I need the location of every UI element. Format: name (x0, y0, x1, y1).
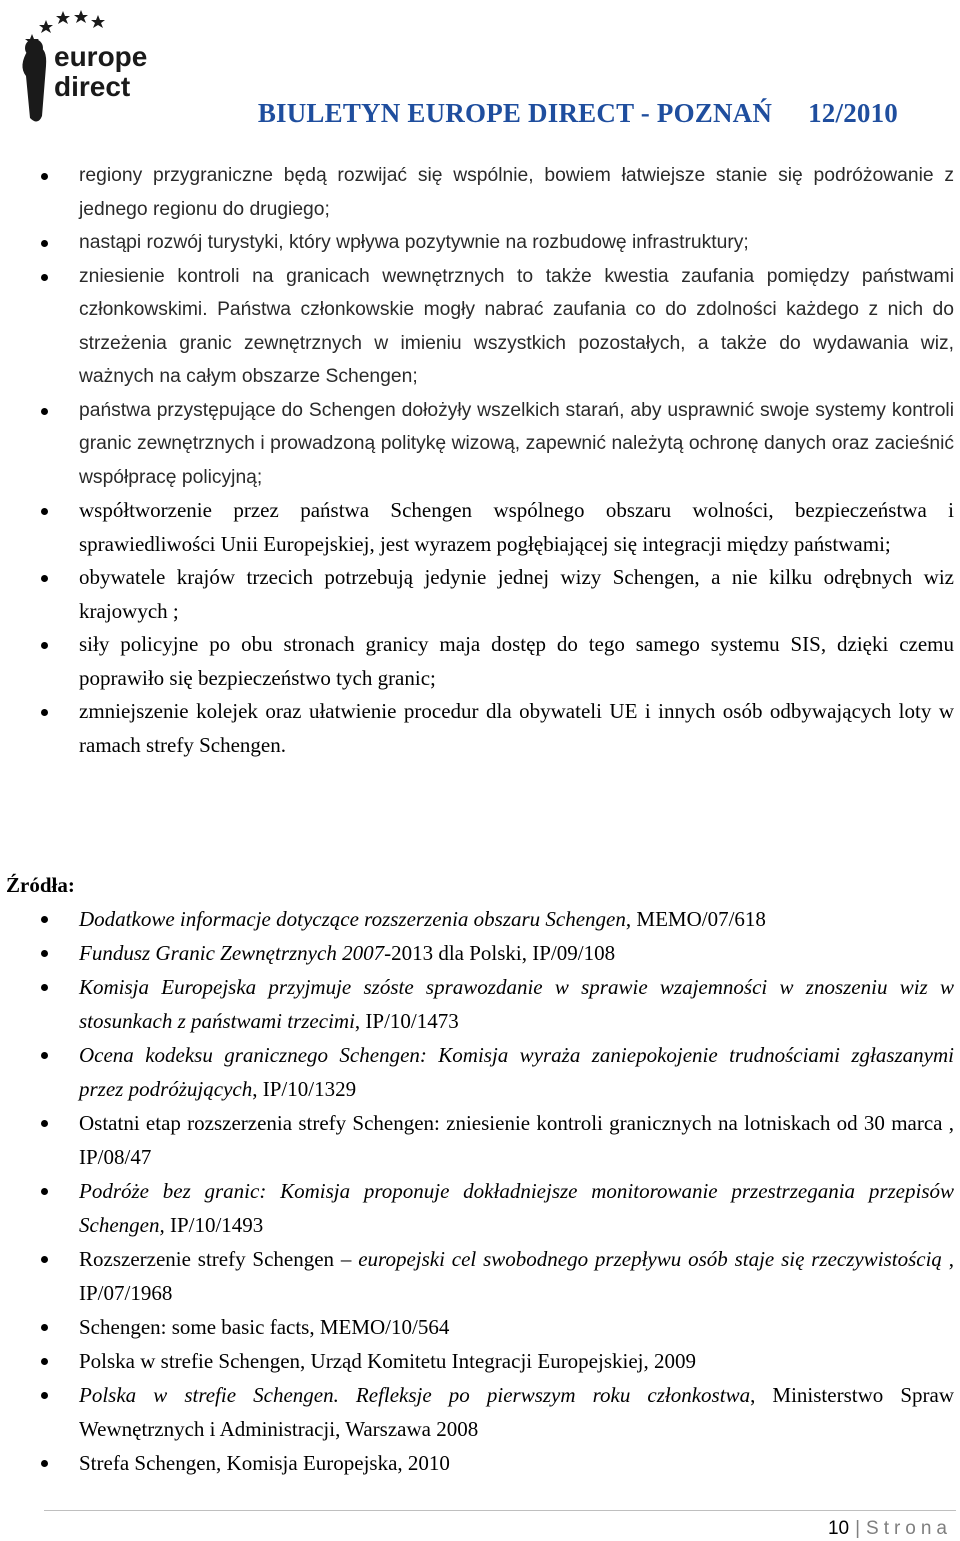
list-item: państwa przystępujące do Schengen dołożyły wszelkich starań, aby usprawnić swoje systemy kontroli granic zewnętrznych i prowadzoną politykę wizową, zapewnić należytą ochronę danych oraz zacieśnić współpracę policyjną; (0, 394, 960, 495)
source-item (0, 1378, 960, 1446)
source-ref: , IP/07/1968 (79, 1247, 954, 1305)
list-item: obywatele krajów trzecich potrzebują jedynie jednej wizy Schengen, a nie kilku odrębnych wiz krajowych ; (0, 561, 960, 628)
page-label: Strona (866, 1518, 952, 1539)
list-item: siły policyjne po obu stronach granicy maja dostęp do tego samego systemu SIS, dzięki czemu poprawiło się bezpieczeństwo tych granic; (0, 628, 960, 695)
page-footer (828, 1518, 952, 1540)
list-item: nastąpi rozwój turystyki, który wpływa pozytywnie na rozbudowę infrastruktury; (0, 226, 960, 260)
source-item (0, 970, 960, 1038)
source-ref: , IP/10/1473 (354, 1009, 459, 1033)
list-item: zniesienie kontroli na granicach wewnętrznych to także kwestia zaufania pomiędzy państwami członkowskimi. Państwa członkowskie mogły nabrać zaufania co do zdolności każdego z nich do strzeżenia granic zewnętrznych w imieniu wszystkich pozostałych, a także do wydawania wiz, ważnych na całym obszarze Schengen; (0, 260, 960, 394)
logo-text-europe: europe (54, 41, 148, 72)
source-lead: Rozszerzenie strefy Schengen – (79, 1247, 359, 1271)
source-ref: , IP/10/1329 (252, 1077, 357, 1101)
source-ref: , Ministerstwo Spraw Wewnętrznych i Administracji, Warszawa 2008 (79, 1383, 954, 1441)
sources-heading: Źródła: (6, 873, 75, 897)
logo-text-direct: direct (54, 71, 131, 102)
source-item (0, 1242, 960, 1310)
bulletin-header (258, 98, 898, 129)
page-number: 10 (827, 1518, 850, 1539)
source-ref: IP/10/1493 (164, 1213, 264, 1237)
sources-list (0, 902, 960, 1480)
source-ref: , MEMO/07/618 (625, 907, 766, 931)
source-item: Ostatni etap rozszerzenia strefy Schengen: zniesienie kontroli granicznych na lotniskach od 30 marca , IP/08/47 (0, 1106, 960, 1174)
source-title: Podróże bez granic: Komisja proponuje dokładniejsze monitorowanie przestrzegania przepisów Schengen, (79, 1179, 954, 1237)
source-item: Polska w strefie Schengen, Urząd Komitetu Integracji Europejskiej, 2009 (0, 1344, 960, 1378)
list-item: zmniejszenie kolejek oraz ułatwienie procedur dla obywateli UE i innych osób odbywających loty w ramach strefy Schengen. (0, 695, 960, 762)
source-item (0, 902, 960, 936)
footer-divider (44, 1510, 956, 1511)
source-item: Schengen: some basic facts, MEMO/10/564 (0, 1310, 960, 1344)
footer-separator: | (855, 1518, 861, 1539)
list-item: współtworzenie przez państwa Schengen wspólnego obszaru wolności, bezpieczeństwa i sprawiedliwości Unii Europejskiej, jest wyrazem pogłębiającej się integracji między państwami; (0, 494, 960, 561)
europe-direct-logo (8, 6, 148, 128)
list-item: regiony przygraniczne będą rozwijać się wspólnie, bowiem łatwiejsze stanie się podróżowanie z jednego regionu do drugiego; (0, 159, 960, 226)
source-item (0, 1038, 960, 1106)
source-title: Polska w strefie Schengen. Refleksje po pierwszym roku członkostwa (79, 1383, 751, 1407)
source-item (0, 936, 960, 970)
figure-icon (22, 47, 46, 121)
source-title: Fundusz Granic Zewnętrznych 2007- (79, 941, 392, 965)
bulletin-date: 12/2010 (808, 98, 898, 128)
source-item: Strefa Schengen, Komisja Europejska, 2010 (0, 1446, 960, 1480)
source-title: europejski cel swobodnego przepływu osób staje się rzeczywistością (358, 1247, 942, 1271)
bulletin-title: BIULETYN EUROPE DIRECT - POZNAŃ (257, 98, 773, 128)
source-title: Dodatkowe informacje dotyczące rozszerzenia obszaru Schengen (79, 907, 626, 931)
source-ref: 2013 dla Polski, IP/09/108 (391, 941, 616, 965)
benefits-list (0, 159, 960, 762)
source-title: Komisja Europejska przyjmuje szóste sprawozdanie w sprawie wzajemności w znoszeniu wiz w stosunkach z państwami trzecimi (79, 975, 954, 1033)
source-title: Ocena kodeksu granicznego Schengen: Komisja wyraża zaniepokojenie trudnościami zgłaszanymi przez podróżujących (79, 1043, 954, 1101)
source-item (0, 1174, 960, 1242)
